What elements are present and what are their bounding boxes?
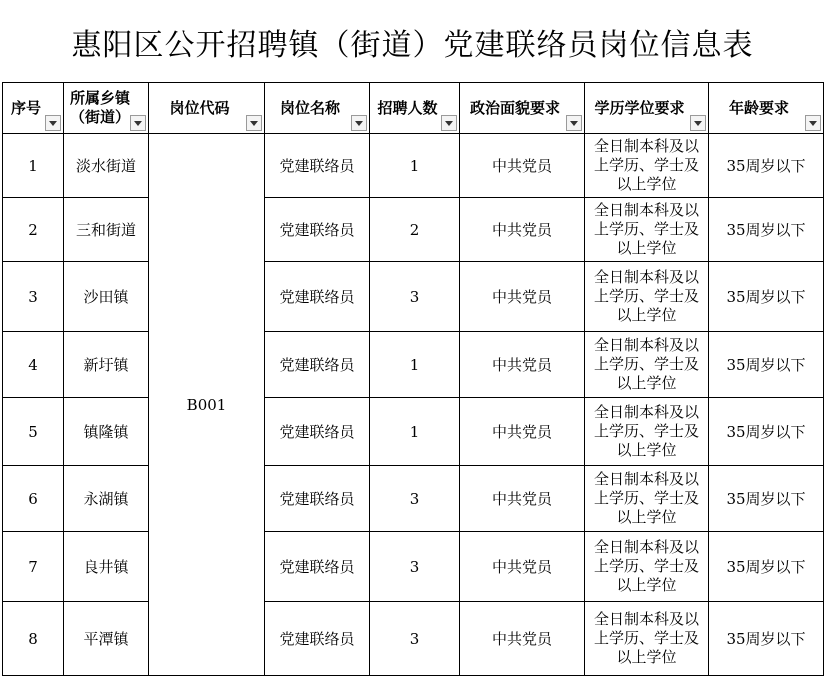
- cell-politics: 中共党员: [460, 532, 585, 602]
- cell-town: 永湖镇: [64, 466, 149, 532]
- table-row: [3, 198, 824, 262]
- header-row: [3, 83, 824, 134]
- cell-politics: 中共党员: [460, 602, 585, 676]
- cell-education: 全日制本科及以 上学历、学士及 以上学位: [585, 198, 709, 262]
- table-row: [3, 262, 824, 332]
- cell-index: 6: [3, 466, 64, 532]
- cell-education: 全日制本科及以 上学历、学士及 以上学位: [585, 532, 709, 602]
- cell-job-name: 党建联络员: [265, 532, 370, 602]
- cell-politics: 中共党员: [460, 332, 585, 398]
- header-index: 序号: [3, 83, 64, 134]
- cell-politics: 中共党员: [460, 198, 585, 262]
- header-education: 学历学位要求: [585, 83, 709, 134]
- table-row: [3, 134, 824, 198]
- table-row: [3, 602, 824, 676]
- cell-count: 3: [370, 532, 460, 602]
- cell-job-name: 党建联络员: [265, 134, 370, 198]
- cell-count: 3: [370, 466, 460, 532]
- cell-town: 良井镇: [64, 532, 149, 602]
- cell-town: 三和街道: [64, 198, 149, 262]
- cell-politics: 中共党员: [460, 466, 585, 532]
- cell-age: 35周岁以下: [709, 466, 824, 532]
- table-row: [3, 532, 824, 602]
- cell-education: 全日制本科及以 上学历、学士及 以上学位: [585, 398, 709, 466]
- cell-town: 镇隆镇: [64, 398, 149, 466]
- cell-town: 淡水街道: [64, 134, 149, 198]
- cell-job-name: 党建联络员: [265, 262, 370, 332]
- cell-index: 1: [3, 134, 64, 198]
- cell-job-name: 党建联络员: [265, 602, 370, 676]
- cell-count: 2: [370, 198, 460, 262]
- cell-index: 5: [3, 398, 64, 466]
- cell-count: 3: [370, 262, 460, 332]
- cell-education: 全日制本科及以 上学历、学士及 以上学位: [585, 332, 709, 398]
- cell-index: 8: [3, 602, 64, 676]
- cell-town: 新圩镇: [64, 332, 149, 398]
- header-town-line1: 所属乡镇: [70, 89, 131, 107]
- table-row: [3, 466, 824, 532]
- cell-count: 1: [370, 134, 460, 198]
- cell-age: 35周岁以下: [709, 602, 824, 676]
- cell-job-name: 党建联络员: [265, 398, 370, 466]
- header-name: 岗位名称: [265, 83, 370, 134]
- cell-politics: 中共党员: [460, 134, 585, 198]
- filter-dropdown-icon[interactable]: [351, 115, 367, 131]
- filter-dropdown-icon[interactable]: [130, 115, 146, 131]
- page-title: 惠阳区公开招聘镇（街道）党建联络员岗位信息表: [71, 28, 754, 63]
- filter-dropdown-icon[interactable]: [246, 115, 262, 131]
- header-code: 岗位代码: [149, 83, 265, 134]
- cell-education: 全日制本科及以 上学历、学士及 以上学位: [585, 602, 709, 676]
- cell-index: 7: [3, 532, 64, 602]
- header-count: 招聘人数: [370, 83, 460, 134]
- filter-dropdown-icon[interactable]: [566, 115, 582, 131]
- filter-dropdown-icon[interactable]: [441, 115, 457, 131]
- cell-age: 35周岁以下: [709, 398, 824, 466]
- cell-age: 35周岁以下: [709, 134, 824, 198]
- cell-age: 35周岁以下: [709, 532, 824, 602]
- cell-count: 1: [370, 332, 460, 398]
- table-row: [3, 398, 824, 466]
- cell-index: 3: [3, 262, 64, 332]
- job-info-table: [2, 82, 824, 676]
- cell-education: 全日制本科及以 上学历、学士及 以上学位: [585, 466, 709, 532]
- cell-age: 35周岁以下: [709, 198, 824, 262]
- cell-age: 35周岁以下: [709, 332, 824, 398]
- cell-education: 全日制本科及以 上学历、学士及 以上学位: [585, 134, 709, 198]
- cell-job-name: 党建联络员: [265, 198, 370, 262]
- cell-count: 1: [370, 398, 460, 466]
- cell-education: 全日制本科及以 上学历、学士及 以上学位: [585, 262, 709, 332]
- header-age: 年龄要求: [709, 83, 824, 134]
- filter-dropdown-icon[interactable]: [45, 115, 61, 131]
- filter-dropdown-icon[interactable]: [805, 115, 821, 131]
- header-politics: 政治面貌要求: [460, 83, 585, 134]
- cell-count: 3: [370, 602, 460, 676]
- table-row: [3, 332, 824, 398]
- cell-index: 4: [3, 332, 64, 398]
- header-town: [64, 83, 149, 134]
- cell-politics: 中共党员: [460, 398, 585, 466]
- cell-job-name: 党建联络员: [265, 332, 370, 398]
- cell-town: 平潭镇: [64, 602, 149, 676]
- cell-job-name: 党建联络员: [265, 466, 370, 532]
- cell-age: 35周岁以下: [709, 262, 824, 332]
- filter-dropdown-icon[interactable]: [690, 115, 706, 131]
- cell-job-code: B001: [149, 134, 265, 676]
- cell-town: 沙田镇: [64, 262, 149, 332]
- header-town-line2: （街道）: [70, 108, 131, 126]
- cell-index: 2: [3, 198, 64, 262]
- cell-politics: 中共党员: [460, 262, 585, 332]
